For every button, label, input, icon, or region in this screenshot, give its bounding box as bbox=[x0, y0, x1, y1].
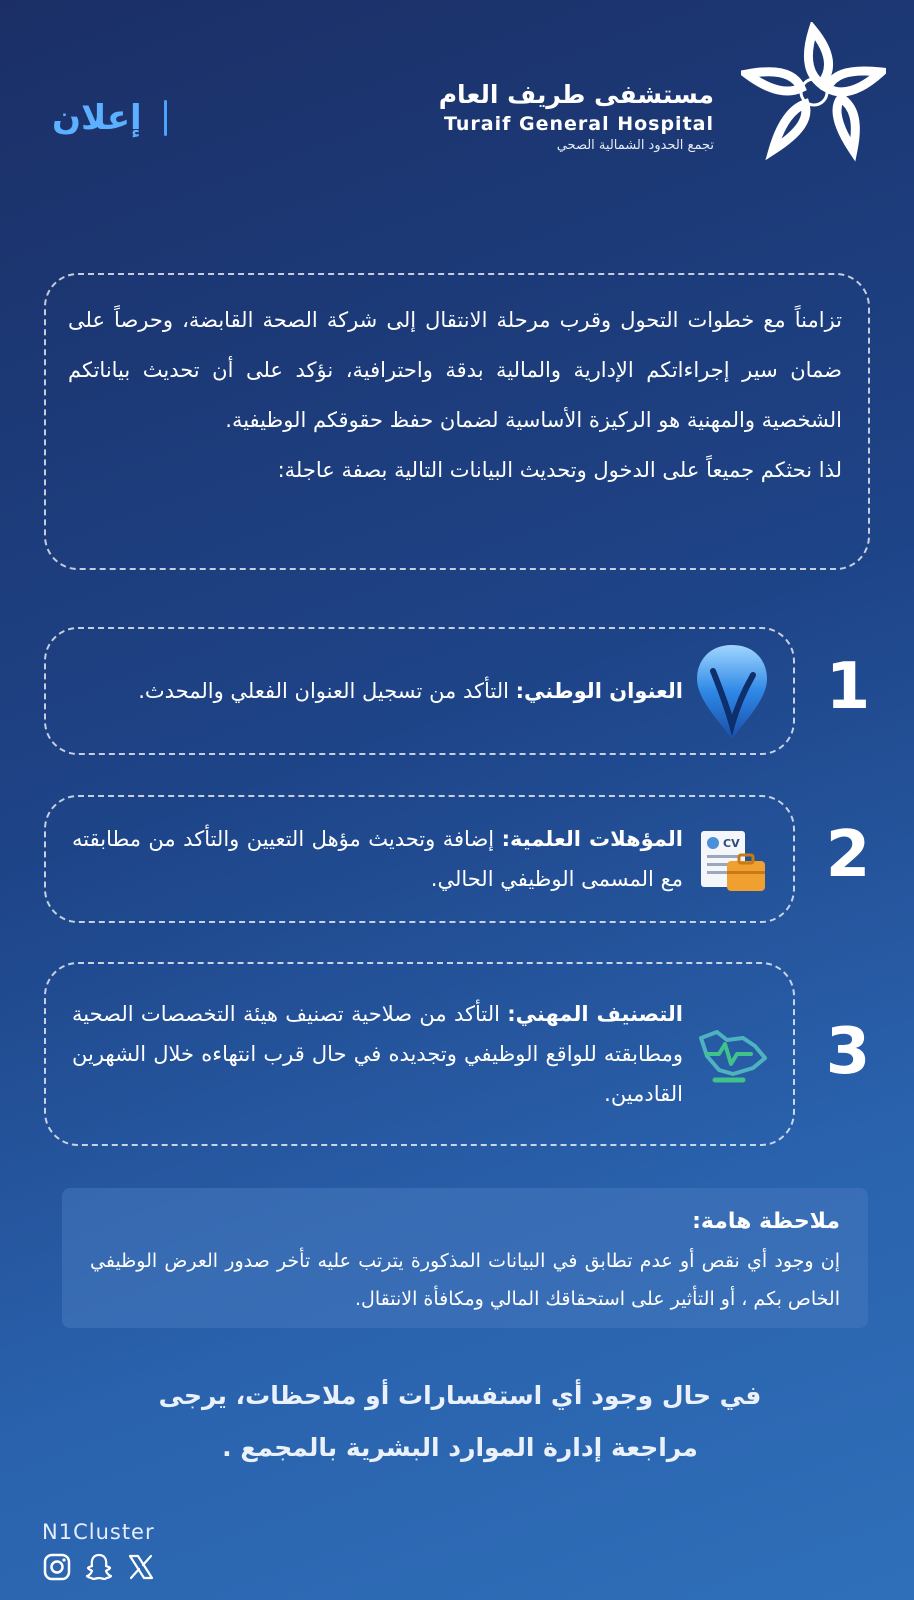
note-text: إن وجود أي نقص أو عدم تطابق في البيانات المذكورة يترتب عليه تأخر صدور العرض الوظيفي الخاص بكم ، أو التأثير على استحقاقك المالي ومكافأة الانتقال. bbox=[90, 1250, 840, 1310]
hospital-star-logo-icon bbox=[741, 22, 886, 162]
snapchat-icon[interactable] bbox=[84, 1552, 114, 1582]
health-specialties-map-icon bbox=[693, 1004, 771, 1104]
announcement-label: إعلان bbox=[52, 98, 142, 138]
hospital-branding bbox=[439, 78, 714, 156]
step-title: المؤهلات العلمية: bbox=[501, 827, 683, 851]
step-title: التصنيف المهني: bbox=[507, 1002, 683, 1026]
step-text bbox=[72, 994, 683, 1114]
announcement-divider bbox=[164, 100, 167, 136]
national-address-pin-icon bbox=[693, 641, 771, 741]
intro-box bbox=[44, 273, 870, 570]
step-qualifications bbox=[44, 795, 795, 923]
announcement-heading bbox=[52, 98, 167, 138]
hospital-name-en: Turaif General Hospital bbox=[444, 113, 714, 135]
cluster-name: تجمع الحدود الشمالية الصحي bbox=[556, 138, 714, 153]
footer bbox=[42, 1520, 156, 1582]
x-icon[interactable] bbox=[126, 1552, 156, 1582]
step-text bbox=[72, 819, 683, 899]
important-note bbox=[62, 1188, 868, 1328]
intro-paragraph: تزامناً مع خطوات التحول وقرب مرحلة الانتقال إلى شركة الصحة القابضة، وحرصاً على ضمان سير إجراءاتكم الإدارية والمالية بدقة واحترافية، نؤكد على أن تحديث بياناتكم الشخصية والمهنية هو الركيزة الأساسية لضمان حفظ حقوقكم الوظيفية. bbox=[68, 308, 842, 432]
instagram-icon[interactable] bbox=[42, 1552, 72, 1582]
step-professional-classification bbox=[44, 962, 795, 1146]
contact-line-1: في حال وجود أي استفسارات أو ملاحظات، يرجى bbox=[158, 1381, 762, 1410]
cv-briefcase-icon bbox=[693, 809, 771, 909]
step-title: العنوان الوطني: bbox=[515, 679, 683, 703]
contact-line-2: مراجعة إدارة الموارد البشرية بالمجمع . bbox=[222, 1433, 698, 1462]
step-number: 2 bbox=[825, 818, 871, 892]
hospital-name-ar: مستشفى طريف العام bbox=[438, 80, 714, 109]
social-icons bbox=[42, 1552, 156, 1582]
step-number: 1 bbox=[825, 650, 871, 724]
step-national-address bbox=[44, 627, 795, 755]
intro-call-to-action: لذا نحثكم جميعاً على الدخول وتحديث البيانات التالية بصفة عاجلة: bbox=[277, 458, 842, 482]
step-description: التأكد من تسجيل العنوان الفعلي والمحدث. bbox=[138, 679, 516, 703]
note-title: ملاحظة هامة: bbox=[692, 1209, 840, 1234]
step-text bbox=[72, 671, 683, 711]
contact-message bbox=[140, 1370, 780, 1474]
header bbox=[0, 0, 914, 200]
step-description: إضافة وتحديث مؤهل التعيين والتأكد من مطابقته مع المسمى الوظيفي الحالي. bbox=[72, 827, 683, 891]
step-description: التأكد من صلاحية تصنيف هيئة التخصصات الصحية ومطابقته للواقع الوظيفي وتجديده في حال قرب انتهاءه خلال الشهرين القادمين. bbox=[72, 1002, 683, 1106]
cv-label: CV bbox=[723, 837, 740, 850]
step-number: 3 bbox=[825, 1015, 871, 1089]
cluster-handle: N1Cluster bbox=[42, 1520, 155, 1544]
